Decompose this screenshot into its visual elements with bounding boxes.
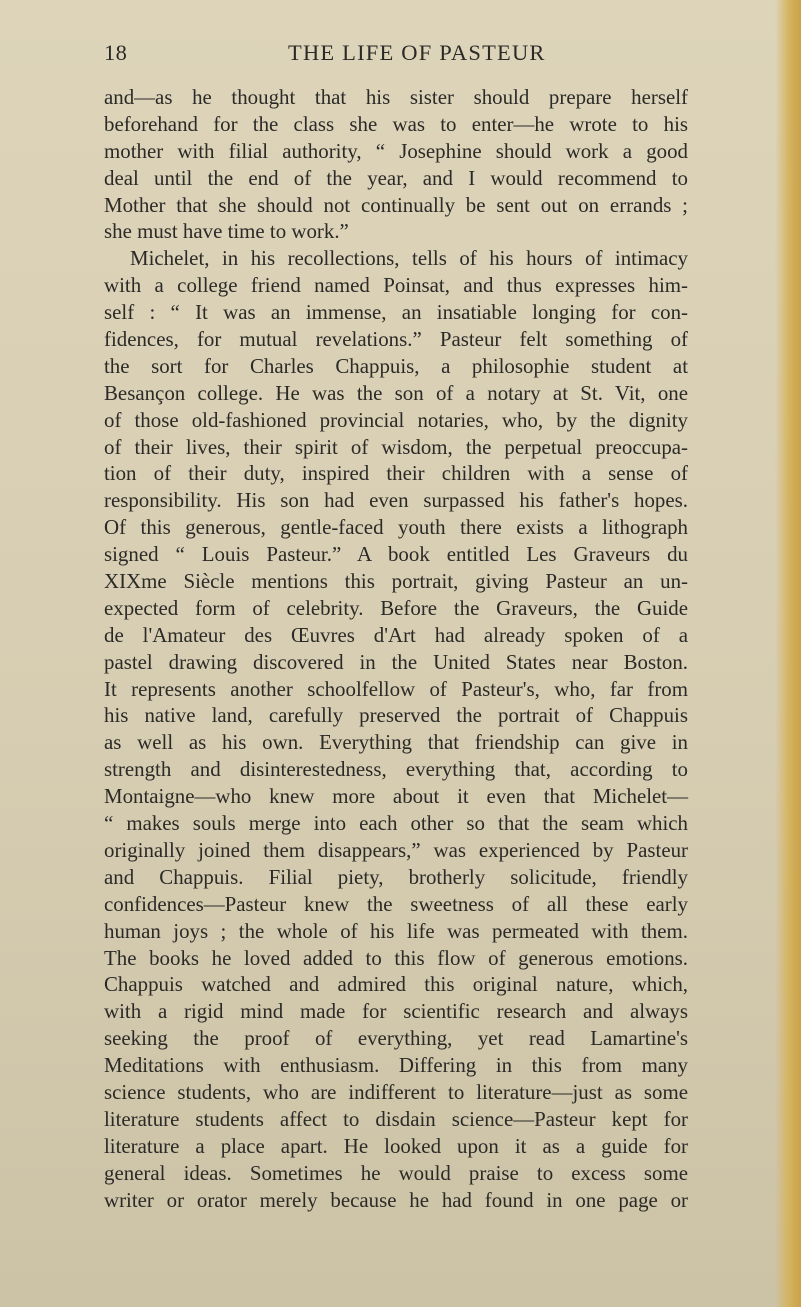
text-line: science students, who are indifferent to literature—just as some	[104, 1079, 688, 1104]
text-line: writer or orator merely because he had found in one page or	[104, 1187, 688, 1212]
text-line: of their lives, their spirit of wisdom, the perpetual preoccupa-	[104, 434, 688, 459]
text-line: beforehand for the class she was to enter—he wrote to his	[104, 111, 688, 136]
text-line: de l'Amateur des Œuvres d'Art had already spoken of a	[104, 622, 688, 647]
text-line: Mother that she should not continually be sent out on errands ;	[104, 192, 688, 217]
text-line: fidences, for mutual revelations.” Pasteur felt something of	[104, 327, 688, 352]
text-line: the sort for Charles Chappuis, a philosophie student at	[104, 353, 688, 378]
running-head	[104, 38, 704, 68]
text-line: she must have time to work.”	[104, 219, 349, 244]
text-line: Of this generous, gentle-faced youth there exists a lithograph	[104, 515, 688, 540]
page-number: 18	[104, 40, 128, 65]
text-line: tion of their duty, inspired their children with a sense of	[104, 461, 688, 486]
text-line: expected form of celebrity. Before the Graveurs, the Guide	[104, 595, 688, 620]
text-line: Meditations with enthusiasm. Differing in this from many	[104, 1053, 688, 1078]
body-text	[104, 84, 688, 1213]
text-line: self : “ It was an immense, an insatiable longing for con-	[104, 300, 688, 325]
text-line: and—as he thought that his sister should prepare herself	[104, 85, 688, 109]
text-line: deal until the end of the year, and I would recommend to	[104, 165, 688, 190]
text-line: seeking the proof of everything, yet read Lamartine's	[104, 1026, 688, 1051]
text-line: his native land, carefully preserved the portrait of Chappuis	[104, 703, 688, 728]
text-line: Besançon college. He was the son of a notary at St. Vit, one	[104, 380, 688, 405]
text-line: It represents another schoolfellow of Pasteur's, who, far from	[104, 676, 688, 701]
text-line: The books he loved added to this flow of generous emotions.	[104, 945, 688, 970]
text-line: literature a place apart. He looked upon it as a guide for	[104, 1133, 688, 1158]
text-line: with a rigid mind made for scientific research and always	[104, 999, 688, 1024]
running-title: THE LIFE OF PASTEUR	[288, 40, 546, 65]
text-line: Montaigne—who knew more about it even that Michelet—	[104, 784, 688, 809]
text-line: with a college friend named Poinsat, and thus expresses him-	[104, 273, 688, 298]
text-line: “ makes souls merge into each other so that the seam which	[104, 811, 688, 836]
text-line: signed “ Louis Pasteur.” A book entitled Les Graveurs du	[104, 542, 688, 567]
text-line: confidences—Pasteur knew the sweetness of all these early	[104, 891, 688, 916]
text-line: mother with filial authority, “ Josephine should work a good	[104, 138, 688, 163]
text-line: originally joined them disappears,” was experienced by Pasteur	[104, 837, 688, 862]
page-edge	[775, 0, 801, 1307]
text-line: Chappuis watched and admired this original nature, which,	[104, 972, 688, 997]
text-line: Michelet, in his recollections, tells of his hours of intimacy	[130, 246, 688, 271]
text-line: as well as his own. Everything that friendship can give in	[104, 730, 688, 755]
text-line: pastel drawing discovered in the United States near Boston.	[104, 649, 688, 674]
text-line: responsibility. His son had even surpassed his father's hopes.	[104, 488, 688, 513]
text-line: literature students affect to disdain science—Pasteur kept for	[104, 1106, 688, 1131]
text-line: general ideas. Sometimes he would praise to excess some	[104, 1160, 688, 1185]
text-line: human joys ; the whole of his life was permeated with them.	[104, 918, 688, 943]
text-line: XIXme Siècle mentions this portrait, giving Pasteur an un-	[104, 569, 688, 594]
text-line: of those old-fashioned provincial notaries, who, by the dignity	[104, 407, 688, 432]
text-line: and Chappuis. Filial piety, brotherly solicitude, friendly	[104, 864, 688, 889]
text-line: strength and disinterestedness, everything that, according to	[104, 757, 688, 782]
